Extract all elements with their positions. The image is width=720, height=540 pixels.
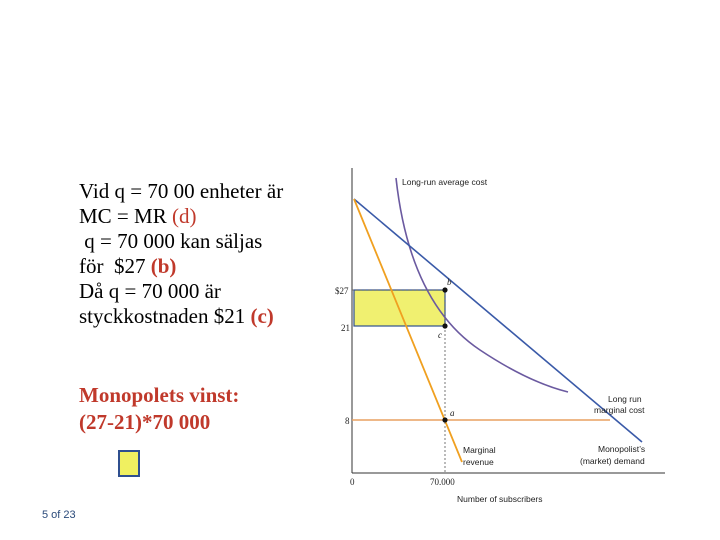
point-ref-d: (d) bbox=[171, 204, 197, 228]
demand-label-line-2: (market) demand bbox=[580, 456, 645, 466]
demand-label-line-1: Monopolist’s bbox=[598, 444, 646, 454]
lrmc-label-line-2: marginal cost bbox=[594, 405, 645, 415]
y-tick-21: 21 bbox=[341, 323, 350, 333]
point-a-label: a bbox=[450, 408, 455, 418]
lrac-label: Long-run average cost bbox=[402, 177, 488, 187]
point-b-marker bbox=[442, 287, 447, 292]
x-tick-70000: 70.000 bbox=[430, 477, 455, 487]
text-line-1: Vid q = 70 00 enheter är bbox=[79, 179, 284, 203]
point-ref-b: (b) bbox=[150, 254, 177, 278]
text-line-4-main: för $27 bbox=[79, 254, 151, 278]
point-c-label: c bbox=[438, 330, 442, 340]
x-tick-0: 0 bbox=[350, 477, 355, 487]
point-c-marker bbox=[442, 323, 447, 328]
point-b-label: b bbox=[447, 277, 452, 287]
text-line-5: Då q = 70 000 är bbox=[79, 279, 221, 303]
text-line-6-main: styckkostnaden $21 bbox=[79, 304, 251, 328]
long-run-average-cost-curve bbox=[396, 178, 568, 392]
point-a-marker bbox=[442, 417, 447, 422]
lrmc-label-line-1: Long run bbox=[608, 394, 642, 404]
y-tick-27: $27 bbox=[335, 286, 349, 296]
x-axis-label: Number of subscribers bbox=[457, 494, 543, 504]
profit-heading: Monopolets vinst: bbox=[79, 383, 240, 407]
y-tick-8: 8 bbox=[345, 416, 350, 426]
point-ref-c: (c) bbox=[250, 304, 274, 328]
text-line-3: q = 70 000 kan säljas bbox=[79, 229, 263, 253]
mr-label-line-2: revenue bbox=[463, 457, 494, 467]
mr-label-line-1: Marginal bbox=[463, 445, 496, 455]
page-number: 5 of 23 bbox=[42, 509, 76, 521]
text-line-2-main: MC = MR bbox=[79, 204, 172, 228]
marginal-revenue-curve bbox=[354, 199, 462, 462]
profit-formula: (27-21)*70 000 bbox=[79, 410, 211, 434]
